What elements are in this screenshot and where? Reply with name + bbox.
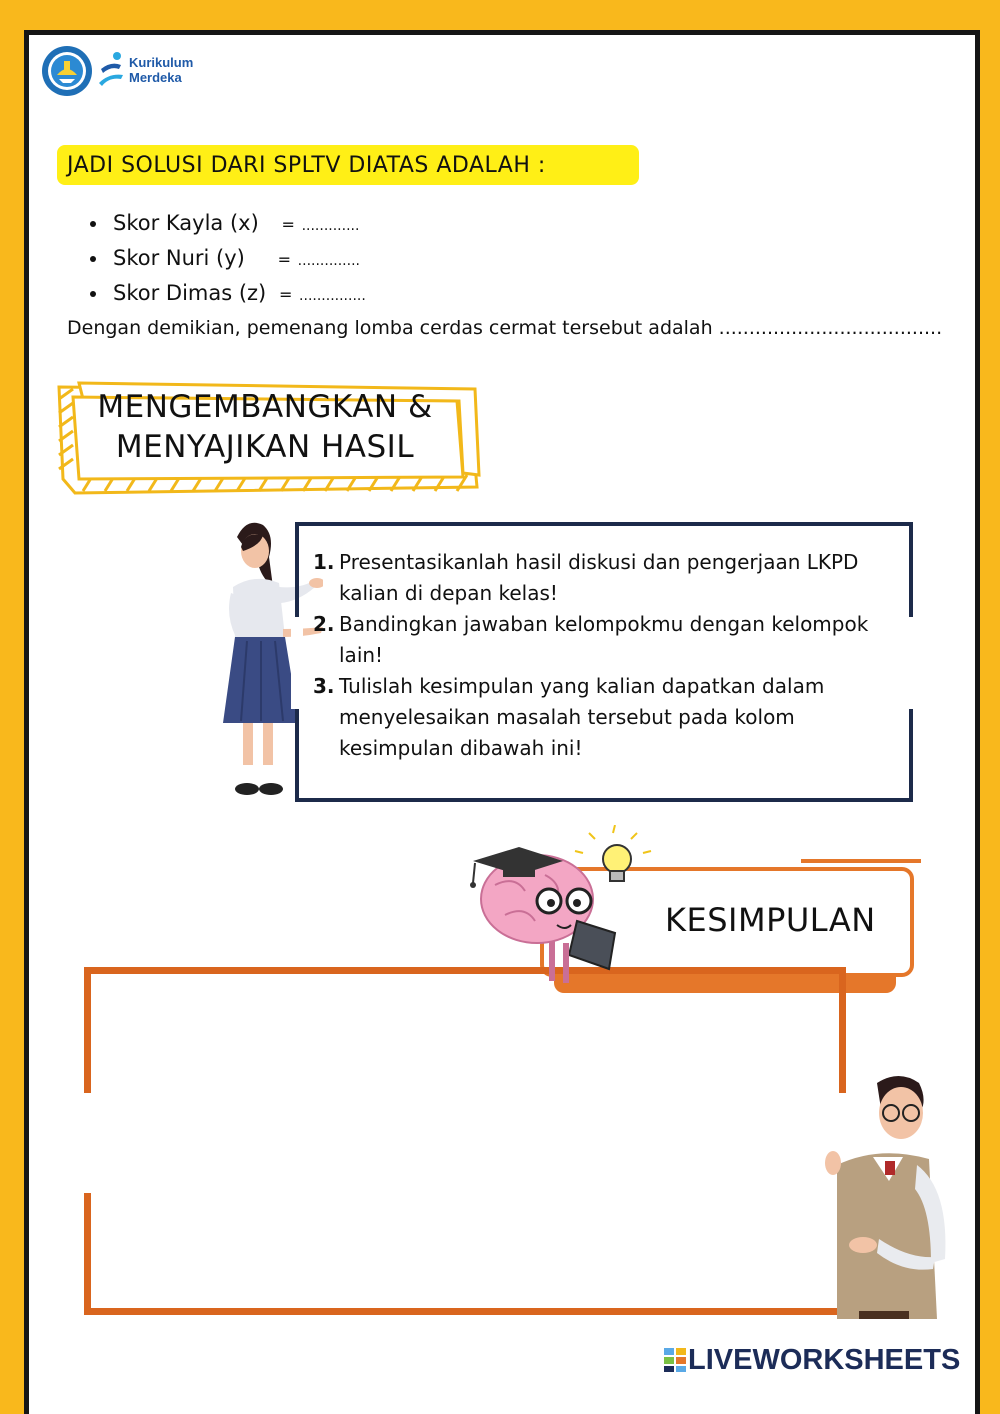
score-item-nuri [109, 242, 366, 277]
liveworksheets-text: LIVEWORKSHEETS [688, 1344, 961, 1376]
solution-heading: JADI SOLUSI DARI SPLTV DIATAS ADALAH : [67, 153, 546, 178]
score-list [81, 207, 366, 312]
student-boy-illustration [819, 1069, 949, 1319]
score-label: Skor Kayla (x) [113, 211, 259, 235]
develop-title-line-2: MENYAJIKAN HASIL [115, 429, 415, 465]
tut-wuri-handayani-logo-icon [41, 45, 93, 97]
liveworksheets-mark-icon [664, 1348, 686, 1372]
winner-sentence [67, 317, 942, 339]
score-equals: = [277, 250, 291, 269]
develop-title-line-1: MENGEMBANGKAN & [97, 389, 433, 425]
kurikulum-merdeka-logo-icon [95, 49, 129, 89]
step-text: Bandingkan jawaban kelompokmu dengan kelompok lain! [339, 612, 869, 667]
brain-graduate-icon [465, 825, 665, 995]
brand-line-2: Merdeka [129, 70, 182, 85]
worksheet-page [24, 30, 980, 1414]
instruction-step-3 [313, 671, 913, 764]
score-equals: = [281, 215, 295, 234]
instruction-step-2 [313, 609, 913, 671]
develop-title [71, 387, 459, 467]
instruction-step-1 [313, 547, 913, 609]
step-number: 3. [313, 674, 335, 698]
instructions-list [313, 547, 913, 764]
decor-line [801, 859, 921, 863]
conclusion-title: KESIMPULAN [665, 901, 876, 939]
step-text: Tulislah kesimpulan yang kalian dapatkan dalam menyelesaikan masalah tersebut pada kolom kesimpulan dibawah ini! [339, 674, 825, 760]
score-item-dimas [109, 277, 366, 312]
step-text: Presentasikanlah hasil diskusi dan pengerjaan LKPD kalian di depan kelas! [339, 550, 859, 605]
score-blank-kayla[interactable]: ............. [301, 218, 360, 234]
brand-line-1: Kurikulum [129, 55, 194, 70]
score-blank-dimas[interactable]: ............... [299, 288, 366, 304]
frame-gap [77, 1093, 99, 1193]
winner-sentence-text: Dengan demikian, pemenang lomba cerdas cermat tersebut adalah ..................................... [67, 317, 943, 339]
score-label: Skor Dimas (z) [113, 281, 267, 305]
solution-heading-highlight [57, 145, 639, 185]
score-label: Skor Nuri (y) [113, 246, 245, 270]
score-equals: = [278, 285, 293, 304]
step-number: 2. [313, 612, 335, 636]
liveworksheets-logo [664, 1344, 960, 1377]
box-gap [291, 617, 303, 709]
score-blank-nuri[interactable]: .............. [297, 253, 360, 269]
kurikulum-merdeka-text [129, 55, 193, 85]
step-number: 1. [313, 550, 335, 574]
conclusion-answer-text[interactable] [109, 995, 809, 1285]
score-item-kayla [109, 207, 366, 242]
